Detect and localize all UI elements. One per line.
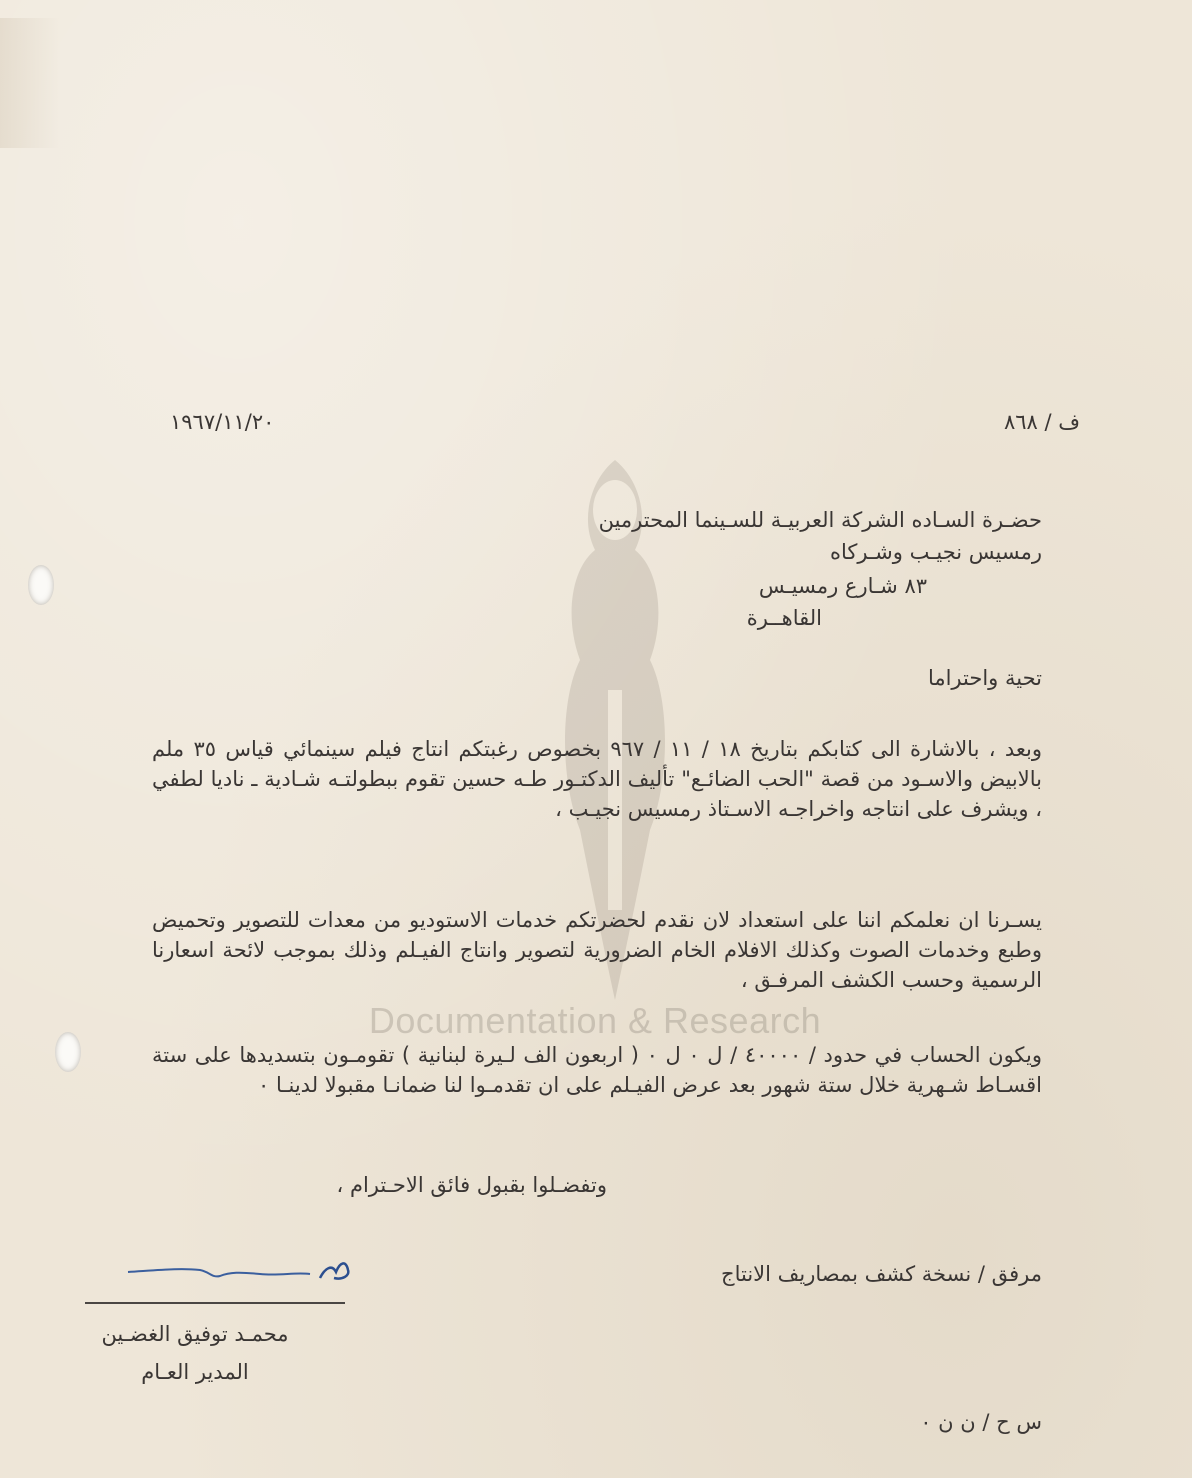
signature-line xyxy=(85,1302,345,1304)
greeting: تحية واحتراما xyxy=(927,666,1042,690)
signatory-name: محمـد توفيق الغضـين xyxy=(101,1322,289,1346)
paper-crease xyxy=(0,18,60,148)
attachment-note: مرفق / نسخة كشف بمصاريف الانتاج xyxy=(721,1262,1042,1286)
watermark-text: Documentation & Research xyxy=(368,1000,822,1041)
body-paragraph-2: يسـرنا ان نعلمكم اننا على استعداد لان نقدم لحضرتكم خدمات الاستوديو من معدات للتصوير وتحميض وطبع وخدمات الصوت وكذلك الافلام الخام الضرورية لتصوير وانتاج الفيـلم وذلك بموجب لائحة اسعارنا الرسمية وحسب الكشف المرفـق ، xyxy=(152,908,1042,992)
recipient-line-1: حضـرة السـاده الشركة العربيـة للسـينما المحترمين xyxy=(598,508,1042,532)
signatory-title: المدير العـام xyxy=(141,1360,249,1384)
recipient-address: ٨٣ شـارع رمسيـس xyxy=(758,574,927,598)
punch-hole xyxy=(55,1032,81,1072)
recipient-city: القاهــرة xyxy=(746,606,822,630)
closing-line: وتفضـلوا بقبول فائق الاحـترام ، xyxy=(336,1173,607,1197)
reference-number: ف / ٨٦٨ xyxy=(1003,410,1080,434)
letter-date: ١٩٦٧/١١/٢٠ xyxy=(170,410,275,434)
typist-initials: س ح / ن ن ٠ xyxy=(920,1410,1042,1434)
body-paragraph-1: وبعد ، بالاشارة الى كتابكم بتاريخ ١٨ / ١١ / ٩٦٧ بخصوص رغبتكم انتاج فيلم سينمائي قياس ٣٥ ملم بالابيض والاسـود من قصة "الحب الضائـع" تأليف الدكتـور طـه حسين تقوم ببطولتـه شـادية ـ ناديا لطفي ، ويشرف على انتاجه واخراجـه الاسـتاذ رمسيس نجيـب ، xyxy=(152,737,1042,821)
punch-hole xyxy=(28,565,54,605)
recipient-line-2: رمسيس نجيـب وشـركاه xyxy=(830,540,1042,564)
handwritten-signature xyxy=(120,1250,380,1290)
body-paragraph-3: ويكون الحساب في حدود / ٤٠٠٠٠ / ل ٠ ل ٠ ( اربعون الف لـيرة لبنانية ) تقومـون بتسديدها على ستة اقسـاط شـهرية خلال ستة شهور بعد عرض الفيـلم على ان تقدمـوا لنا ضمانـا مقبولا لدينـا ٠ xyxy=(152,1043,1042,1097)
